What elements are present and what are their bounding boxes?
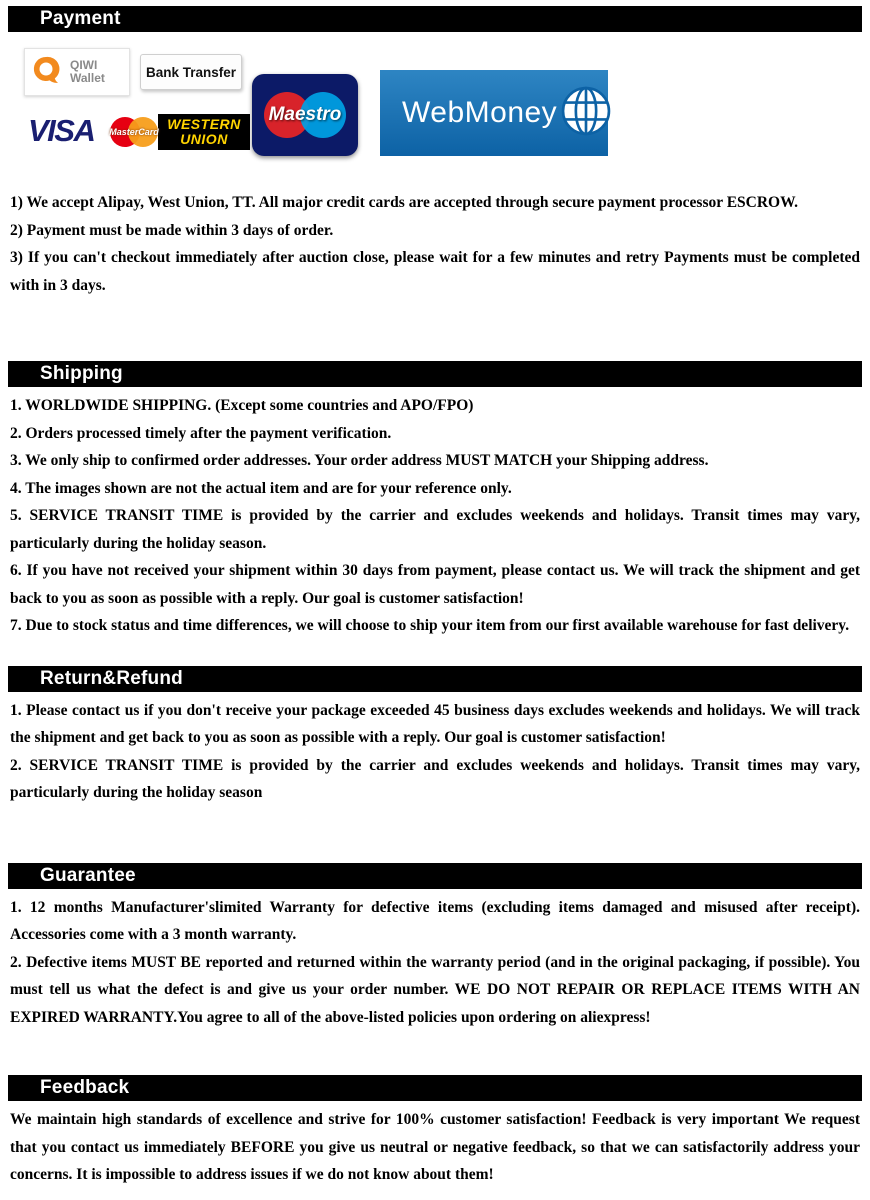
webmoney-globe-icon	[557, 82, 615, 145]
qiwi-line1: QIWI	[70, 58, 98, 72]
policy-item: 2) Payment must be made within 3 days of order.	[10, 221, 334, 239]
webmoney-label: WebMoney	[402, 96, 558, 129]
policy-item: 7. Due to stock status and time differences, we will choose to ship your item from our first available warehouse for fast delivery.	[10, 617, 850, 634]
return-refund-section-header	[8, 666, 862, 692]
policy-item: 2. Defective items MUST BE reported and returned within the warranty period (and in the original packaging, if possible). You must tell us what the defect is and give us your order number. WE DO NOT REPAIR OR REPLACE ITEMS WITH AN EXPIRED WARRANTY.You agree to all of the above-listed policies upon ordering on aliexpress!	[10, 953, 860, 1026]
qiwi-line2: Wallet	[70, 71, 105, 85]
policy-item: 6. If you have not received your shipment within 30 days from payment, please contact us. We will track the shipment and get back to you as soon as possible with a reply. Our goal is customer satisfaction!	[10, 562, 860, 607]
policy-item: 4. The images shown are not the actual item and are for your reference only.	[10, 479, 512, 497]
feedback-section-title: Feedback	[40, 1077, 130, 1098]
policy-item: 1) We accept Alipay, West Union, TT. All major credit cards are accepted through secure payment processor ESCROW.	[10, 194, 799, 211]
section-payment	[8, 6, 862, 299]
visa-logo	[28, 114, 94, 148]
payment-policy-text	[8, 184, 862, 299]
webmoney-logo	[380, 70, 608, 156]
qiwi-wallet-logo	[24, 48, 130, 96]
bank-transfer-logo	[140, 54, 242, 90]
feedback-section-header	[8, 1075, 862, 1101]
policy-item: 2. Orders processed timely after the payment verification.	[10, 424, 392, 442]
payment-section-header	[8, 6, 862, 32]
policy-item: 3. We only ship to confirmed order addresses. Your order address MUST MATCH your Shipping address.	[10, 452, 709, 469]
feedback-policy-text	[8, 1101, 862, 1189]
return-refund-section-title: Return&Refund	[40, 667, 183, 689]
shipping-section-title: Shipping	[40, 363, 123, 384]
visa-label: VISA	[28, 113, 95, 148]
bank-transfer-label: Bank Transfer	[145, 64, 237, 80]
western-union-line1: WESTERN	[167, 116, 241, 132]
mastercard-logo	[108, 116, 160, 148]
section-shipping	[8, 361, 862, 640]
western-union-line2: UNION	[180, 131, 228, 147]
policy-item: 2. SERVICE TRANSIT TIME is provided by the carrier and excludes weekends and holidays. Transit times may vary, particularly during the holiday season	[10, 756, 860, 801]
shipping-section-header	[8, 361, 862, 387]
policy-item: 1. WORLDWIDE SHIPPING. (Except some countries and APO/FPO)	[10, 397, 474, 414]
guarantee-section-title: Guarantee	[40, 864, 136, 886]
mastercard-label: MasterCard	[109, 127, 159, 137]
policy-item: 5. SERVICE TRANSIT TIME is provided by the carrier and excludes weekends and holidays. Transit times may vary, particularly during the holiday season.	[10, 507, 860, 552]
guarantee-section-header	[8, 863, 862, 889]
western-union-logo	[158, 114, 250, 150]
maestro-label: Maestro	[268, 104, 342, 125]
payment-section-title: Payment	[40, 8, 121, 29]
qiwi-wallet-label	[70, 59, 105, 85]
return-refund-policy-text	[8, 692, 862, 807]
section-feedback	[8, 1075, 862, 1189]
payment-logos	[8, 32, 862, 184]
qiwi-bird-icon	[31, 53, 65, 92]
policy-item: We maintain high standards of excellence and strive for 100% customer satisfaction! Feedback is very important We request that you contact us immediately BEFORE you give us neutral or negative feedback, so that we can satisfactorily address your concerns. It is impossible to address issues if we do not know about them!	[10, 1111, 860, 1183]
section-guarantee	[8, 863, 862, 1032]
shipping-policy-text	[8, 387, 862, 640]
policy-item: 1. 12 months Manufacturer'slimited Warranty for defective items (excluding items damaged and misused after receipt). Accessories come with a 3 month warranty.	[10, 898, 860, 943]
policy-item: 3) If you can't checkout immediately after auction close, please wait for a few minutes and retry Payments must be completed with in 3 days.	[10, 249, 860, 294]
section-return-refund	[8, 666, 862, 807]
maestro-logo	[252, 74, 358, 156]
guarantee-policy-text	[8, 889, 862, 1032]
policy-item: 1. Please contact us if you don't receive your package exceeded 45 business days excludes weekends and holidays. We will track the shipment and get back to you as soon as possible with a reply. Our goal is customer satisfaction!	[10, 701, 860, 746]
